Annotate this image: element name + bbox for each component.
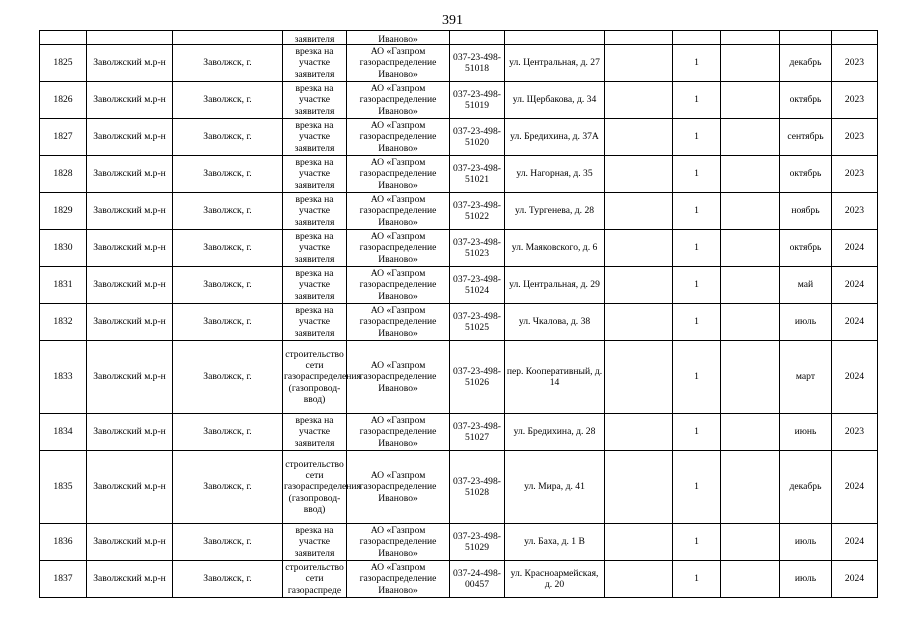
cell-num — [40, 31, 87, 45]
cell-num: 1831 — [40, 267, 87, 304]
cell-city: Заволжск, г. — [173, 414, 283, 451]
cell-address: ул. Нагорная, д. 35 — [505, 156, 605, 193]
cell-num: 1837 — [40, 561, 87, 598]
cell-address — [505, 31, 605, 45]
cell-empty-2 — [721, 45, 780, 82]
cell-year: 2024 — [832, 230, 878, 267]
cell-district: Заволжский м.р-н — [87, 193, 173, 230]
cell-address: ул. Щербакова, д. 34 — [505, 82, 605, 119]
cell-qty: 1 — [673, 341, 721, 414]
cell-city: Заволжск, г. — [173, 119, 283, 156]
cell-empty-1 — [605, 341, 673, 414]
cell-code: 037-23-498-51024 — [450, 267, 505, 304]
table-row — [40, 193, 878, 230]
cell-num: 1834 — [40, 414, 87, 451]
cell-city: Заволжск, г. — [173, 82, 283, 119]
cell-org: АО «Газпром газораспределение Иваново» — [347, 230, 450, 267]
cell-year: 2024 — [832, 561, 878, 598]
cell-city: Заволжск, г. — [173, 451, 283, 524]
cell-month: декабрь — [780, 451, 832, 524]
cell-month: июль — [780, 524, 832, 561]
cell-qty: 1 — [673, 82, 721, 119]
cell-year: 2024 — [832, 451, 878, 524]
cell-address: ул. Маяковского, д. 6 — [505, 230, 605, 267]
cell-district: Заволжский м.р-н — [87, 82, 173, 119]
cell-code: 037-23-498-51022 — [450, 193, 505, 230]
cell-empty-1 — [605, 304, 673, 341]
cell-address: ул. Красноармейская, д. 20 — [505, 561, 605, 598]
cell-num: 1825 — [40, 45, 87, 82]
cell-empty-1 — [605, 193, 673, 230]
cell-empty-2 — [721, 82, 780, 119]
cell-year: 2023 — [832, 156, 878, 193]
cell-org: АО «Газпром газораспределение Иваново» — [347, 304, 450, 341]
registry-table — [39, 30, 878, 598]
cell-work: врезка на участке заявителя — [283, 193, 347, 230]
cell-work: врезка на участке заявителя — [283, 119, 347, 156]
cell-month: сентябрь — [780, 119, 832, 156]
cell-empty-2 — [721, 524, 780, 561]
table-body — [40, 31, 878, 598]
cell-qty: 1 — [673, 156, 721, 193]
cell-num: 1832 — [40, 304, 87, 341]
cell-work: строительство сети газораспреде — [283, 561, 347, 598]
cell-qty: 1 — [673, 414, 721, 451]
cell-qty: 1 — [673, 304, 721, 341]
cell-qty — [673, 31, 721, 45]
cell-address: ул. Чкалова, д. 38 — [505, 304, 605, 341]
cell-address: ул. Центральная, д. 29 — [505, 267, 605, 304]
cell-empty-2 — [721, 156, 780, 193]
cell-num: 1835 — [40, 451, 87, 524]
cell-work: врезка на участке заявителя — [283, 414, 347, 451]
cell-empty-1 — [605, 267, 673, 304]
cell-district: Заволжский м.р-н — [87, 156, 173, 193]
cell-code: 037-23-498-51019 — [450, 82, 505, 119]
cell-org: Иваново» — [347, 31, 450, 45]
table-row-continued — [40, 31, 878, 45]
cell-work: врезка на участке заявителя — [283, 82, 347, 119]
cell-year — [832, 31, 878, 45]
cell-org: АО «Газпром газораспределение Иваново» — [347, 156, 450, 193]
cell-empty-2 — [721, 304, 780, 341]
cell-city: Заволжск, г. — [173, 193, 283, 230]
cell-empty-1 — [605, 414, 673, 451]
cell-address: пер. Кооперативный, д. 14 — [505, 341, 605, 414]
cell-code: 037-23-498-51028 — [450, 451, 505, 524]
cell-empty-1 — [605, 561, 673, 598]
table-row — [40, 561, 878, 598]
cell-empty-1 — [605, 156, 673, 193]
cell-code: 037-23-498-51025 — [450, 304, 505, 341]
cell-empty-2 — [721, 414, 780, 451]
cell-month: октябрь — [780, 82, 832, 119]
cell-org: АО «Газпром газораспределение Иваново» — [347, 451, 450, 524]
table-row — [40, 267, 878, 304]
cell-num: 1827 — [40, 119, 87, 156]
table-row — [40, 341, 878, 414]
cell-code — [450, 31, 505, 45]
cell-code: 037-24-498-00457 — [450, 561, 505, 598]
cell-empty-1 — [605, 230, 673, 267]
cell-district: Заволжский м.р-н — [87, 267, 173, 304]
cell-address: ул. Тургенева, д. 28 — [505, 193, 605, 230]
cell-empty-1 — [605, 119, 673, 156]
cell-num: 1826 — [40, 82, 87, 119]
cell-org: АО «Газпром газораспределение Иваново» — [347, 119, 450, 156]
table-row — [40, 524, 878, 561]
cell-city: Заволжск, г. — [173, 341, 283, 414]
cell-district: Заволжский м.р-н — [87, 230, 173, 267]
cell-code: 037-23-498-51027 — [450, 414, 505, 451]
cell-qty: 1 — [673, 451, 721, 524]
cell-address: ул. Мира, д. 41 — [505, 451, 605, 524]
cell-month: май — [780, 267, 832, 304]
cell-org: АО «Газпром газораспределение Иваново» — [347, 267, 450, 304]
cell-address: ул. Центральная, д. 27 — [505, 45, 605, 82]
cell-qty: 1 — [673, 45, 721, 82]
cell-year: 2024 — [832, 341, 878, 414]
table-row — [40, 45, 878, 82]
cell-district: Заволжский м.р-н — [87, 451, 173, 524]
cell-org: АО «Газпром газораспределение Иваново» — [347, 193, 450, 230]
cell-year: 2024 — [832, 304, 878, 341]
cell-city: Заволжск, г. — [173, 45, 283, 82]
cell-code: 037-23-498-51023 — [450, 230, 505, 267]
cell-num: 1836 — [40, 524, 87, 561]
cell-city: Заволжск, г. — [173, 304, 283, 341]
cell-num: 1830 — [40, 230, 87, 267]
cell-empty-2 — [721, 267, 780, 304]
cell-month: октябрь — [780, 230, 832, 267]
table-row — [40, 119, 878, 156]
table-row — [40, 156, 878, 193]
cell-work: врезка на участке заявителя — [283, 156, 347, 193]
cell-work: врезка на участке заявителя — [283, 267, 347, 304]
cell-month: июль — [780, 561, 832, 598]
cell-month: март — [780, 341, 832, 414]
cell-empty-2 — [721, 119, 780, 156]
table-row — [40, 414, 878, 451]
cell-year: 2023 — [832, 414, 878, 451]
cell-code: 037-23-498-51018 — [450, 45, 505, 82]
cell-code: 037-23-498-51020 — [450, 119, 505, 156]
cell-year: 2023 — [832, 45, 878, 82]
cell-num: 1833 — [40, 341, 87, 414]
cell-year: 2023 — [832, 193, 878, 230]
cell-month: июнь — [780, 414, 832, 451]
cell-district: Заволжский м.р-н — [87, 561, 173, 598]
cell-work: врезка на участке заявителя — [283, 45, 347, 82]
cell-num: 1829 — [40, 193, 87, 230]
cell-empty-1 — [605, 31, 673, 45]
cell-org: АО «Газпром газораспределение Иваново» — [347, 82, 450, 119]
cell-empty-2 — [721, 451, 780, 524]
cell-district: Заволжский м.р-н — [87, 45, 173, 82]
cell-qty: 1 — [673, 193, 721, 230]
cell-year: 2024 — [832, 524, 878, 561]
cell-empty-1 — [605, 524, 673, 561]
cell-org: АО «Газпром газораспределение Иваново» — [347, 45, 450, 82]
cell-district: Заволжский м.р-н — [87, 341, 173, 414]
page-number: 391 — [442, 13, 463, 28]
cell-qty: 1 — [673, 230, 721, 267]
cell-work: врезка на участке заявителя — [283, 304, 347, 341]
table-row — [40, 304, 878, 341]
cell-qty: 1 — [673, 119, 721, 156]
cell-city — [173, 31, 283, 45]
cell-qty: 1 — [673, 267, 721, 304]
cell-empty-2 — [721, 193, 780, 230]
table-row — [40, 82, 878, 119]
cell-qty: 1 — [673, 561, 721, 598]
cell-org: АО «Газпром газораспределение Иваново» — [347, 414, 450, 451]
cell-work: строительство сети газораспределения (газопровод-ввод) — [283, 341, 347, 414]
cell-org: АО «Газпром газораспределение Иваново» — [347, 561, 450, 598]
cell-address: ул. Бредихина, д. 37А — [505, 119, 605, 156]
cell-district: Заволжский м.р-н — [87, 524, 173, 561]
cell-empty-2 — [721, 31, 780, 45]
cell-month: июль — [780, 304, 832, 341]
table-row — [40, 451, 878, 524]
cell-city: Заволжск, г. — [173, 156, 283, 193]
cell-work: врезка на участке заявителя — [283, 230, 347, 267]
cell-empty-2 — [721, 561, 780, 598]
table-row — [40, 230, 878, 267]
cell-empty-1 — [605, 451, 673, 524]
cell-work: врезка на участке заявителя — [283, 524, 347, 561]
cell-district: Заволжский м.р-н — [87, 304, 173, 341]
cell-year: 2024 — [832, 267, 878, 304]
cell-code: 037-23-498-51021 — [450, 156, 505, 193]
cell-month: декабрь — [780, 45, 832, 82]
cell-num: 1828 — [40, 156, 87, 193]
cell-city: Заволжск, г. — [173, 230, 283, 267]
cell-address: ул. Бредихина, д. 28 — [505, 414, 605, 451]
cell-code: 037-23-498-51026 — [450, 341, 505, 414]
cell-address: ул. Баха, д. 1 В — [505, 524, 605, 561]
cell-year: 2023 — [832, 119, 878, 156]
cell-month: октябрь — [780, 156, 832, 193]
cell-district: Заволжский м.р-н — [87, 119, 173, 156]
cell-qty: 1 — [673, 524, 721, 561]
cell-code: 037-23-498-51029 — [450, 524, 505, 561]
cell-empty-1 — [605, 82, 673, 119]
cell-month: ноябрь — [780, 193, 832, 230]
cell-year: 2023 — [832, 82, 878, 119]
cell-city: Заволжск, г. — [173, 561, 283, 598]
cell-work: заявителя — [283, 31, 347, 45]
cell-work: строительство сети газораспределения (газопровод-ввод) — [283, 451, 347, 524]
cell-empty-2 — [721, 341, 780, 414]
cell-city: Заволжск, г. — [173, 524, 283, 561]
cell-empty-1 — [605, 45, 673, 82]
cell-org: АО «Газпром газораспределение Иваново» — [347, 341, 450, 414]
cell-org: АО «Газпром газораспределение Иваново» — [347, 524, 450, 561]
cell-district: Заволжский м.р-н — [87, 414, 173, 451]
cell-empty-2 — [721, 230, 780, 267]
cell-month — [780, 31, 832, 45]
cell-district — [87, 31, 173, 45]
cell-city: Заволжск, г. — [173, 267, 283, 304]
